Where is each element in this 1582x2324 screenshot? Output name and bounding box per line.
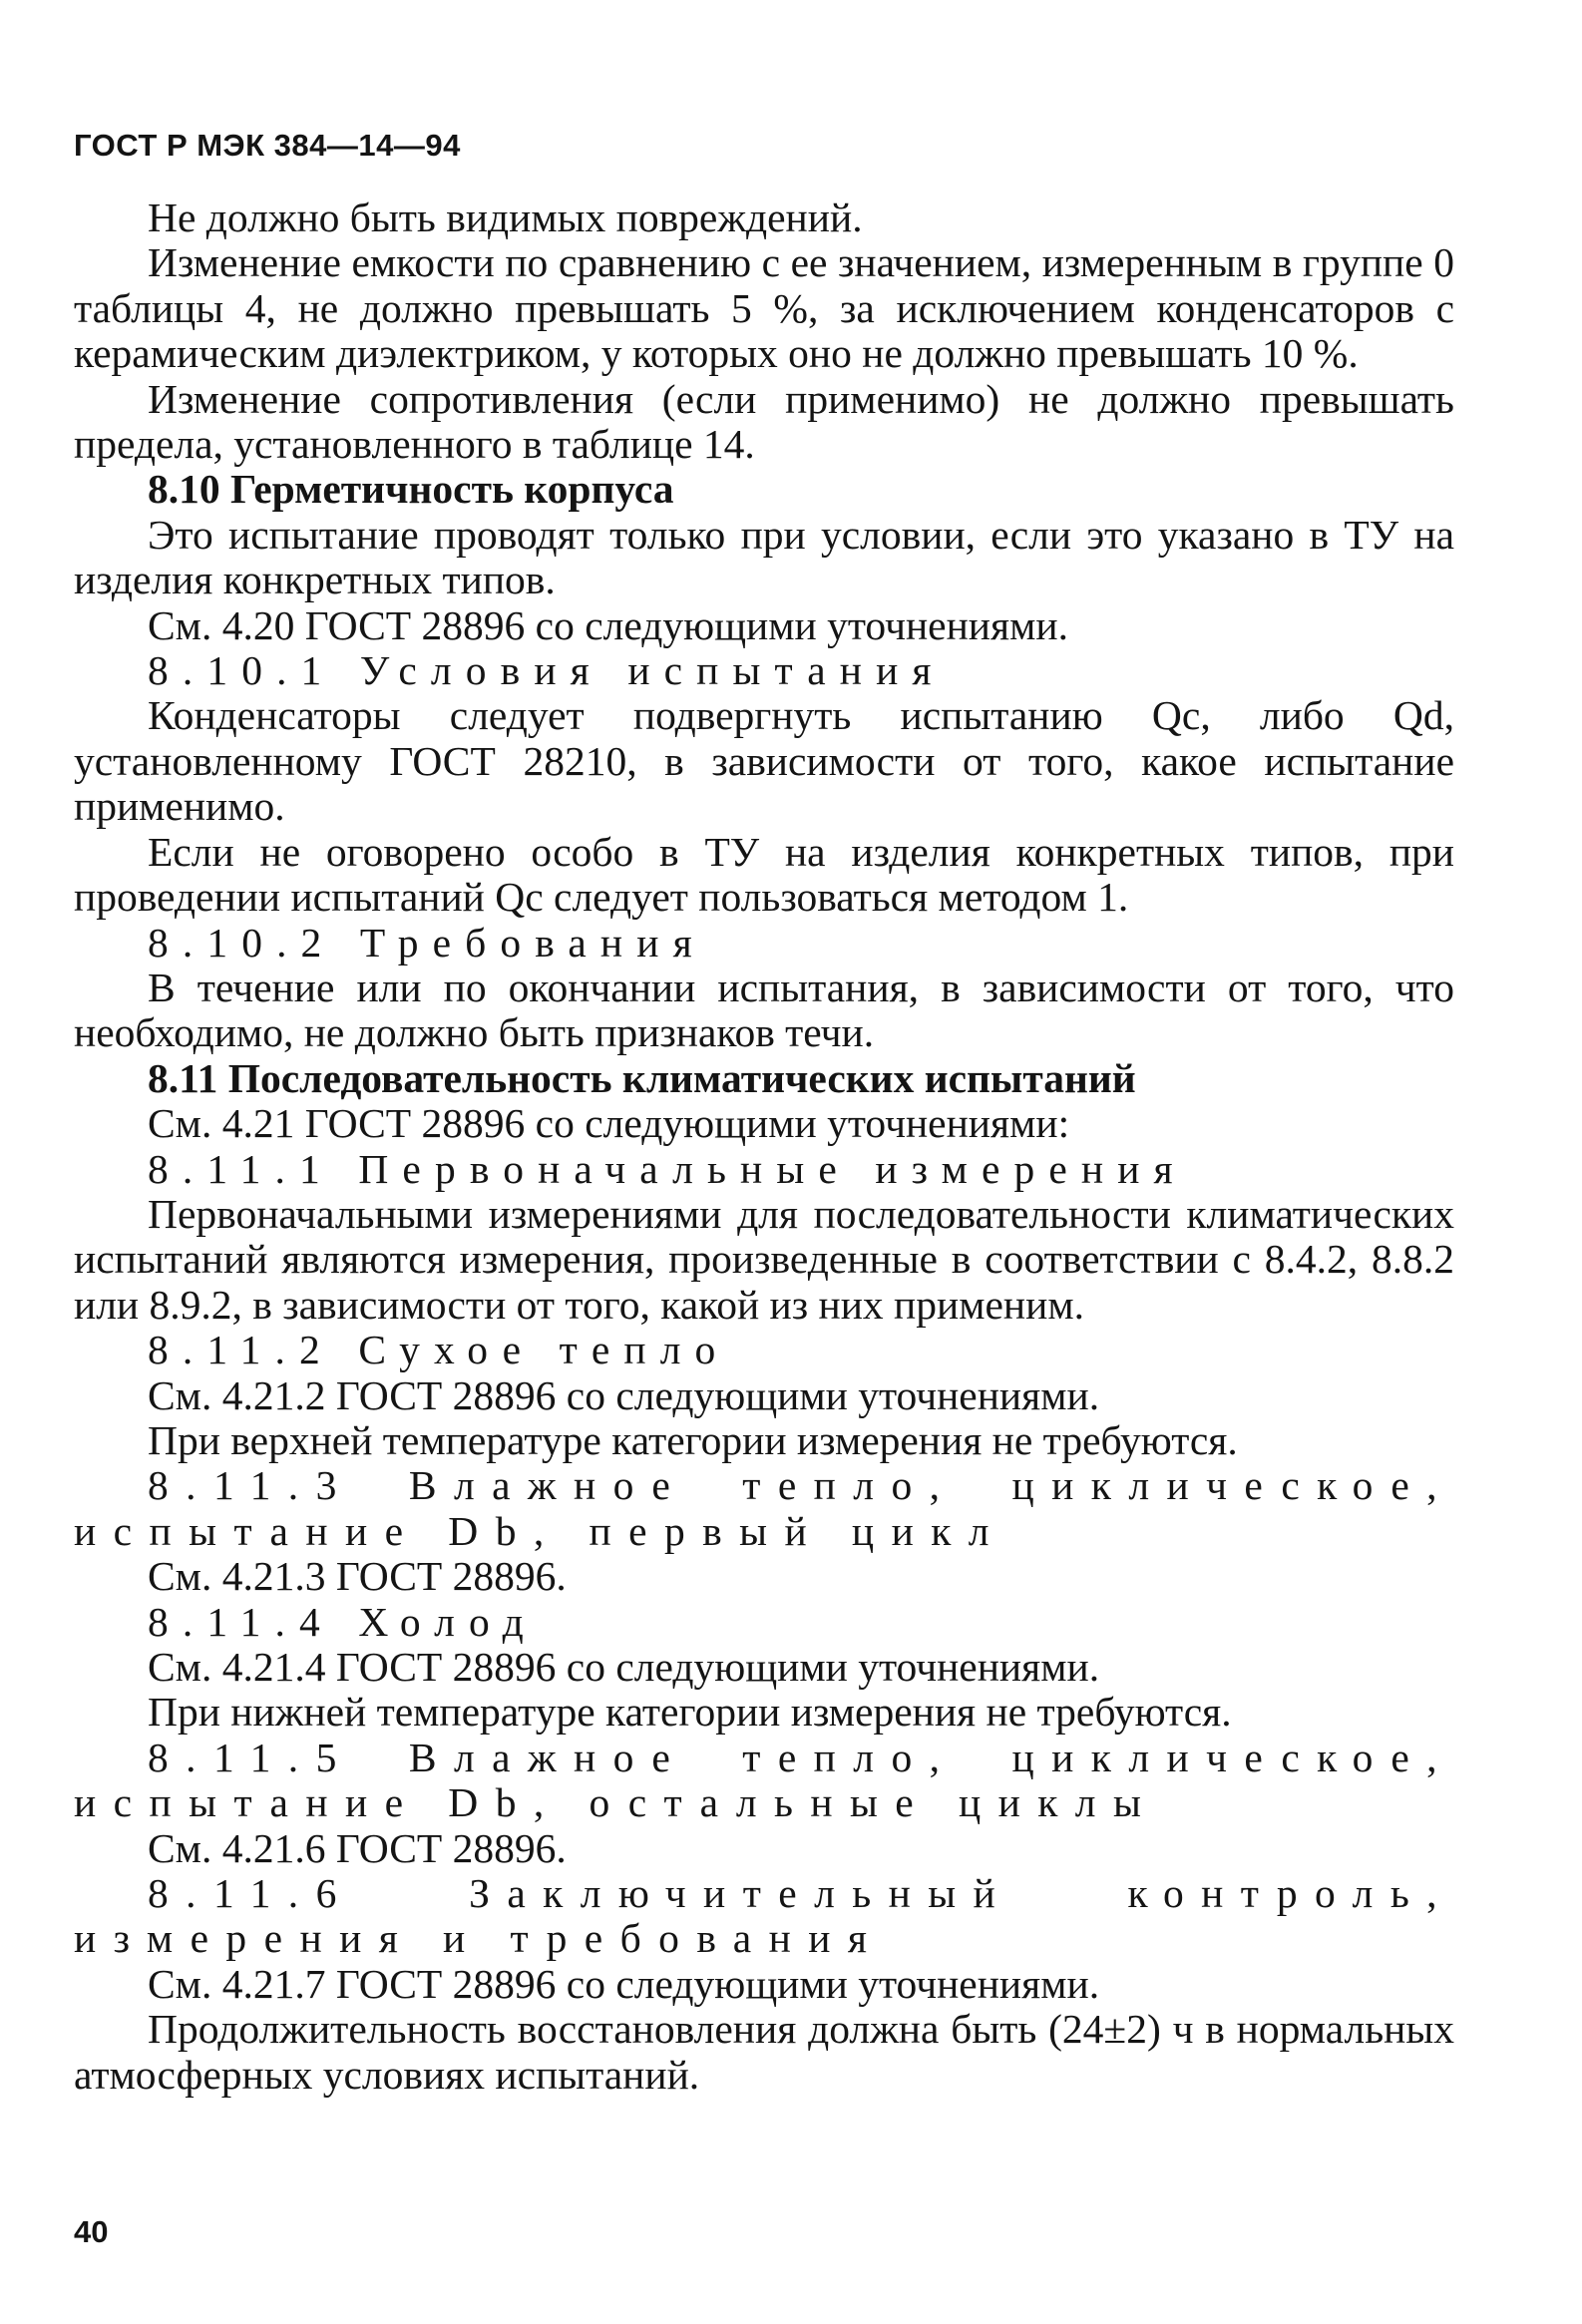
paragraph: См. 4.21.6 ГОСТ 28896. — [148, 1824, 567, 1871]
paragraph: Это испытание проводят только при условии, если это указано в ТУ на изделия конкретных типов. — [74, 511, 1454, 603]
paragraph: Если не оговорено особо в ТУ на изделия конкретных типов, при проведении испытаний Qc следует пользоваться методом 1. — [74, 828, 1454, 921]
subsection-heading: 8.11.2 Сухое тепло — [148, 1327, 730, 1373]
subsection-heading: 8.11.5 Влажное тепло, циклическое, испытание Db, остальные циклы — [74, 1734, 1454, 1826]
paragraph: В течение или по окончании испытания, в зависимости от того, что необходимо, не должно быть признаков течи. — [74, 964, 1454, 1056]
paragraph: Продолжительность восстановления должна быть (24±2) ч в нормальных атмосферных условиях испытаний. — [74, 2006, 1454, 2098]
section-heading: 8.11 Последовательность климатических испытаний — [148, 1054, 1136, 1101]
paragraph: Первоначальными измерениями для последовательности климатических испытаний являются измерения, произведенные в соответствии с 8.4.2, 8.8.2 или 8.9.2, в зависимости от того, какой из них применим. — [74, 1190, 1454, 1328]
paragraph: См. 4.20 ГОСТ 28896 со следующими уточнениями. — [148, 601, 1068, 648]
subsection-heading: 8.11.1 Первоначальные измерения — [148, 1145, 1187, 1192]
paragraph: Изменение емкости по сравнению с ее значением, измеренным в группе 0 таблицы 4, не должно превышать 5 %, за исключением конденсаторов с керамическим диэлектриком, у которых оно не должно превышать 10 %. — [74, 239, 1454, 377]
paragraph: См. 4.21.3 ГОСТ 28896. — [148, 1553, 567, 1600]
paragraph: Не должно быть видимых повреждений. — [148, 194, 863, 240]
paragraph: При нижней температуре категории измерения не требуются. — [148, 1689, 1232, 1736]
subsection-heading: 8.10.2 Требования — [148, 919, 706, 966]
section-heading: 8.10 Герметичность корпуса — [148, 466, 674, 513]
subsection-heading: 8.11.4 Холод — [148, 1598, 538, 1645]
document-body — [74, 195, 1454, 2098]
document-header: ГОСТ Р МЭК 384—14—94 — [74, 128, 461, 163]
paragraph: См. 4.21.2 ГОСТ 28896 со следующими уточнениями. — [148, 1371, 1100, 1418]
page-number: 40 — [74, 2214, 109, 2249]
paragraph: См. 4.21 ГОСТ 28896 со следующими уточнениями: — [148, 1100, 1070, 1147]
paragraph: См. 4.21.7 ГОСТ 28896 со следующими уточнениями. — [148, 1960, 1100, 2007]
subsection-heading: 8.10.1 Условия испытания — [148, 647, 946, 694]
paragraph: Изменение сопротивления (если применимо) не должно превышать предела, установленного в таблице 14. — [74, 375, 1454, 468]
paragraph: См. 4.21.4 ГОСТ 28896 со следующими уточнениями. — [148, 1644, 1100, 1690]
paragraph: При верхней температуре категории измерения не требуются. — [148, 1416, 1238, 1463]
paragraph: Конденсаторы следует подвергнуть испытанию Qc, либо Qd, установленному ГОСТ 28210, в зависимости от того, какое испытание применимо. — [74, 692, 1454, 830]
subsection-heading: 8.11.6 Заключительный контроль, измерения и требования — [74, 1870, 1454, 1962]
subsection-heading: 8.11.3 Влажное тепло, циклическое, испытание Db, первый цикл — [74, 1462, 1454, 1554]
